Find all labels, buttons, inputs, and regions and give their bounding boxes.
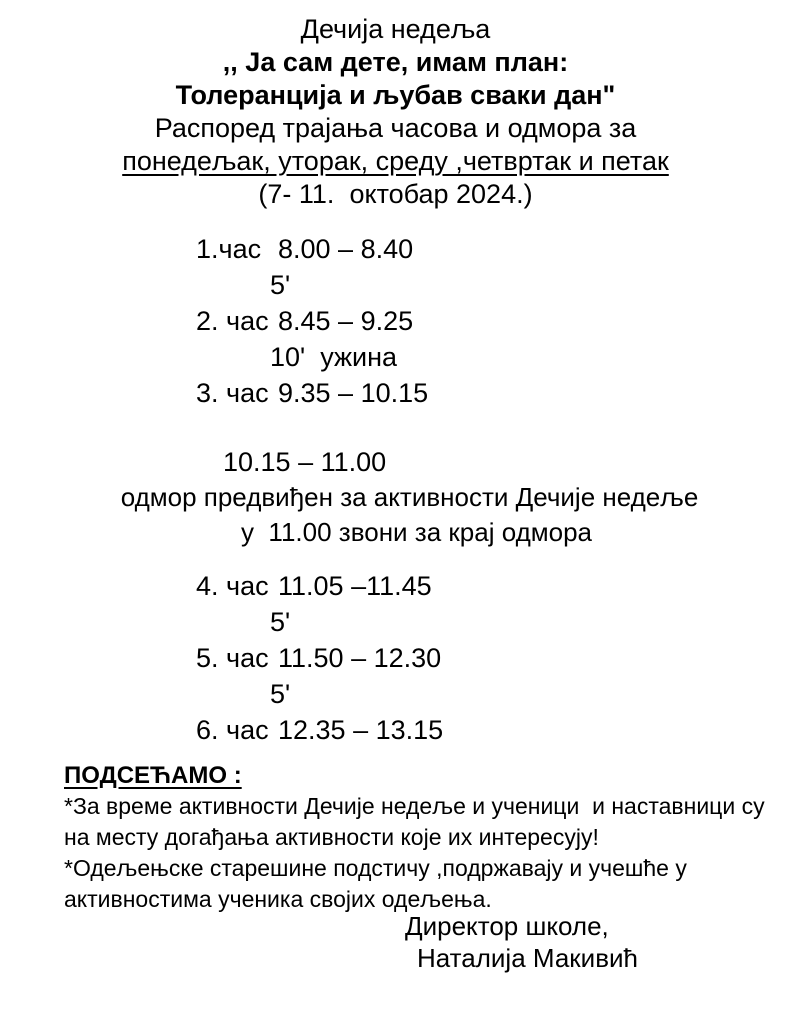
schedule-morning xyxy=(196,231,428,411)
schedule-row-class-1 xyxy=(196,231,428,267)
class-time: 11.05 –11.45 xyxy=(278,571,432,601)
schedule-row-class-3 xyxy=(196,375,428,411)
class-label: 4. час xyxy=(196,571,269,601)
class-label: 5. час xyxy=(196,643,269,673)
break-row-snack: 10' ужина xyxy=(270,342,398,372)
signature-block xyxy=(405,910,638,974)
class-label: 1.час xyxy=(196,234,262,264)
class-time: 8.00 – 8.40 xyxy=(278,234,414,264)
reminder-section xyxy=(64,760,779,915)
big-break-block xyxy=(0,444,791,550)
date-range: (7- 11. октобар 2024.) xyxy=(258,179,533,209)
class-time: 11.50 – 12.30 xyxy=(278,643,442,673)
class-label: 2. час xyxy=(196,306,269,336)
break-row: 5' xyxy=(270,607,291,637)
class-time: 8.45 – 9.25 xyxy=(278,306,414,336)
schedule-afternoon xyxy=(196,568,443,748)
schedule-row-class-4 xyxy=(196,568,443,604)
document-header xyxy=(0,13,791,211)
signature-name: Наталија Макивић xyxy=(417,943,638,973)
reminder-heading: ПОДСЕЋАМО : xyxy=(64,762,242,789)
page-title: Дечија недеља xyxy=(300,14,491,44)
big-break-time: 10.15 – 11.00 xyxy=(223,447,387,477)
big-break-description: одмор предвиђен за активности Дечије недеље xyxy=(120,482,699,512)
reminder-line-2: на месту догађања активности које их интересују! xyxy=(64,824,599,850)
class-label: 3. час xyxy=(196,378,269,408)
schedule-row-class-6 xyxy=(196,712,443,748)
class-time: 9.35 – 10.15 xyxy=(278,378,429,408)
class-time: 12.35 – 13.15 xyxy=(278,715,444,745)
signature-role: Директор школе, xyxy=(405,911,609,941)
break-row: 5' xyxy=(270,679,291,709)
motto-line-1: ,, Ја сам дете, имам план: xyxy=(222,47,569,77)
reminder-line-1: *За време активности Дечије недеље и ученици и наставници су xyxy=(64,793,765,819)
class-label: 6. час xyxy=(196,715,269,745)
schedule-row-class-5 xyxy=(196,640,443,676)
days-line: понедељак, уторак, среду ,четвртак и петак xyxy=(122,146,669,176)
break-row: 5' xyxy=(270,270,291,300)
reminder-line-3: *Одељењске старешине подстичу ,подржавају и учешће у xyxy=(64,855,687,881)
motto-line-2: Толеранција и љубав сваки дан" xyxy=(175,80,616,110)
reminder-line-4: активностима ученика својих одељења. xyxy=(64,886,492,912)
subtitle: Распоред трајања часова и одмора за xyxy=(154,113,637,143)
big-break-end-note: у 11.00 звони за крај одмора xyxy=(240,517,593,547)
schedule-row-class-2 xyxy=(196,303,428,339)
